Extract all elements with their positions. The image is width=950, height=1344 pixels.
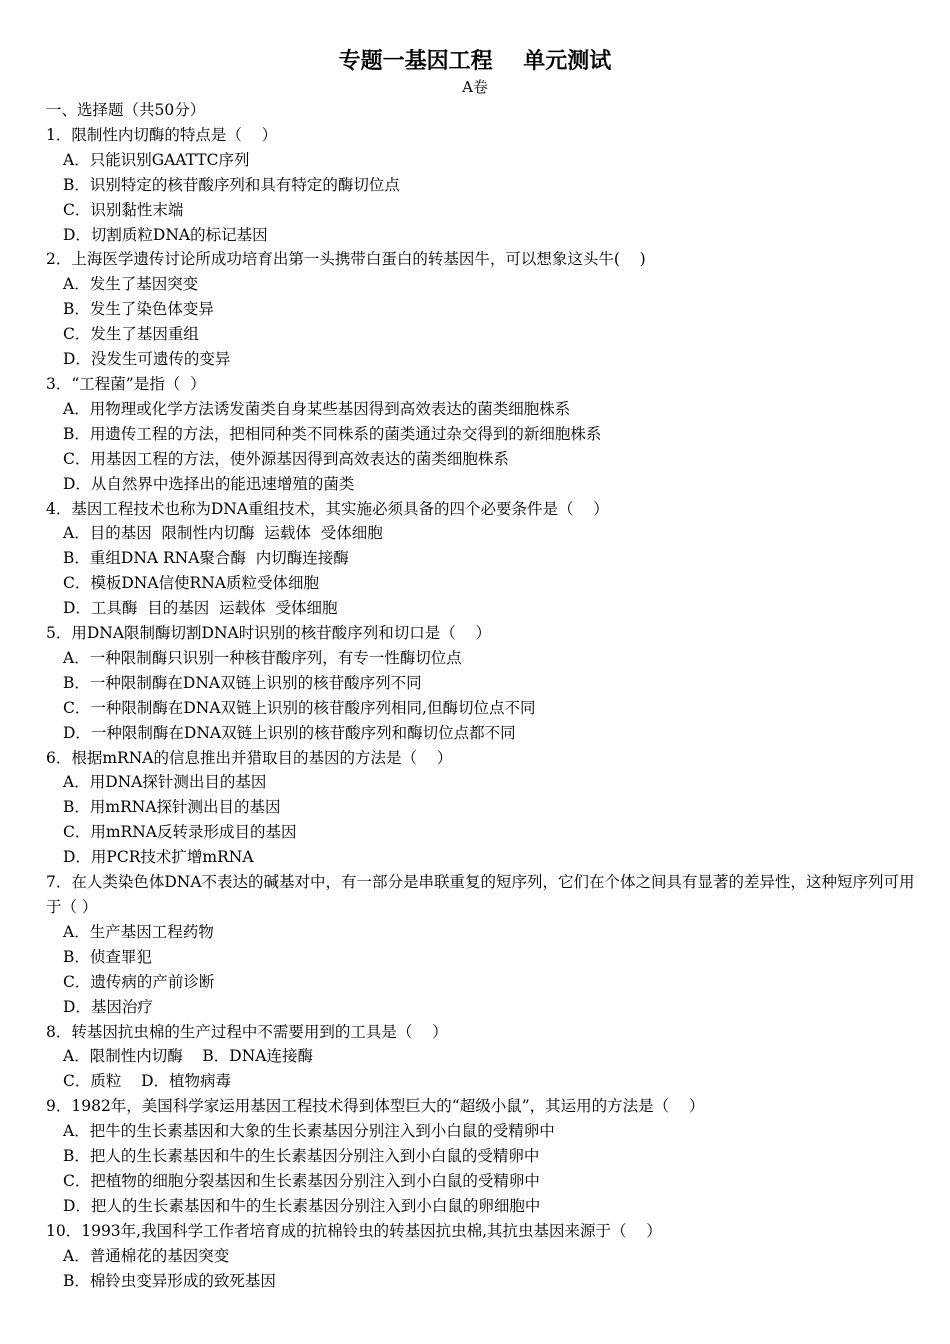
question-7-option-b: B．侦查罪犯 bbox=[63, 947, 152, 966]
question-5-stem: 5．用DNA限制酶切割DNA时识别的核苷酸序列和切口是（ ） bbox=[46, 624, 491, 643]
question-7-option-d: D．基因治疗 bbox=[63, 997, 153, 1016]
question-9-option-b: B．把人的生长素基因和牛的生长素基因分别注入到小白鼠的受精卵中 bbox=[63, 1147, 540, 1166]
question-10-option-b: B．棉铃虫变异形成的致死基因 bbox=[63, 1271, 276, 1290]
question-7-option-c: C．遗传病的产前诊断 bbox=[63, 972, 215, 991]
question-6-stem: 6．根据mRNA的信息推出并猎取目的基因的方法是（ ） bbox=[46, 748, 453, 767]
question-9-stem: 9．1982年，美国科学家运用基因工程技术得到体型巨大的“超级小鼠”，其运用的方法是（ ） bbox=[46, 1097, 705, 1116]
question-8-options-ab: A．限制性内切酶 B．DNA连接酶 bbox=[63, 1047, 313, 1066]
question-1-stem: 1．限制性内切酶的特点是（ ） bbox=[46, 125, 278, 144]
question-2-option-a: A．发生了基因突变 bbox=[63, 275, 199, 294]
question-list bbox=[46, 98, 926, 1294]
question-8-stem: 8．转基因抗虫棉的生产过程中不需要用到的工具是（ ） bbox=[46, 1022, 448, 1041]
question-7-option-a: A．生产基因工程药物 bbox=[63, 922, 214, 941]
question-5-option-c: C．一种限制酶在DNA双链上识别的核苷酸序列相同,但酶切位点不同 bbox=[63, 698, 536, 717]
question-10-option-a: A．普通棉花的基因突变 bbox=[63, 1246, 230, 1265]
question-9-option-c: C．把植物的细胞分裂基因和生长素基因分别注入到小白鼠的受精卵中 bbox=[63, 1171, 540, 1190]
page-title: 专题一基因工程 单元测试 bbox=[338, 49, 612, 74]
question-1-option-b: B．识别特定的核苷酸序列和具有特定的酶切位点 bbox=[63, 175, 400, 194]
question-3-stem: 3．“工程菌”是指（ ） bbox=[46, 374, 206, 393]
question-6-option-d: D．用PCR技术扩增mRNA bbox=[63, 848, 254, 867]
question-10-stem: 10．1993年,我国科学工作者培育成的抗棉铃虫的转基因抗虫棉,其抗虫基因来源于（ ） bbox=[46, 1221, 662, 1240]
question-5-option-b: B．一种限制酶在DNA双链上识别的核苷酸序列不同 bbox=[63, 673, 422, 692]
question-2-option-d: D．没发生可遗传的变异 bbox=[63, 350, 231, 369]
question-3-option-a: A．用物理或化学方法诱发菌类自身某些基因得到高效表达的菌类细胞株系 bbox=[63, 399, 571, 418]
question-5-option-a: A．一种限制酶只识别一种核苷酸序列，有专一性酶切位点 bbox=[63, 648, 462, 667]
section-heading: 一、选择题（共50分） bbox=[46, 101, 206, 119]
question-5-option-d: D．一种限制酶在DNA双链上识别的核苷酸序列和酶切位点都不同 bbox=[63, 723, 516, 742]
question-1-option-a: A．只能识别GAATTC序列 bbox=[63, 150, 250, 169]
question-7-stem: 7．在人类染色体DNA不表达的碱基对中，有一部分是串联重复的短序列，它们在个体之间具有显著的差异性，这种短序列可用于（ ） bbox=[46, 873, 915, 916]
question-4-option-b: B．重组DNA RNA聚合酶 内切酶连接酶 bbox=[63, 549, 349, 568]
question-4-option-c: C．模板DNA信使RNA质粒受体细胞 bbox=[63, 574, 319, 593]
question-9-option-d: D．把人的生长素基因和牛的生长素基因分别注入到小白鼠的卵细胞中 bbox=[63, 1196, 541, 1215]
question-3-option-b: B．用遗传工程的方法，把相同种类不同株系的菌类通过杂交得到的新细胞株系 bbox=[63, 424, 602, 443]
question-4-option-d: D．工具酶 目的基因 运载体 受体细胞 bbox=[63, 599, 338, 618]
question-3-option-c: C．用基因工程的方法，使外源基因得到高效表达的菌类细胞株系 bbox=[63, 449, 509, 468]
question-1-option-d: D．切割质粒DNA的标记基因 bbox=[63, 225, 268, 244]
question-4-option-a: A．目的基因 限制性内切酶 运载体 受体细胞 bbox=[63, 524, 383, 543]
page-subtitle: A卷 bbox=[462, 78, 488, 96]
question-6-option-a: A．用DNA探针测出目的基因 bbox=[63, 773, 267, 792]
question-6-option-b: B．用mRNA探针测出目的基因 bbox=[63, 798, 281, 817]
question-3-option-d: D．从自然界中选择出的能迅速增殖的菌类 bbox=[63, 474, 355, 493]
question-2-stem: 2．上海医学遗传讨论所成功培育出第一头携带白蛋白的转基因牛，可以想象这头牛( ) bbox=[46, 250, 646, 269]
question-1-option-c: C．识别黏性末端 bbox=[63, 200, 184, 219]
question-6-option-c: C．用mRNA反转录形成目的基因 bbox=[63, 823, 297, 842]
question-9-option-a: A．把牛的生长素基因和大象的生长素基因分别注入到小白鼠的受精卵中 bbox=[63, 1122, 555, 1141]
question-2-option-c: C．发生了基因重组 bbox=[63, 325, 199, 344]
question-4-stem: 4．基因工程技术也称为DNA重组技术，其实施必须具备的四个必要条件是（ ） bbox=[46, 499, 609, 518]
question-2-option-b: B．发生了染色体变异 bbox=[63, 300, 214, 319]
question-8-options-cd: C．质粒 D．植物病毒 bbox=[63, 1072, 231, 1091]
